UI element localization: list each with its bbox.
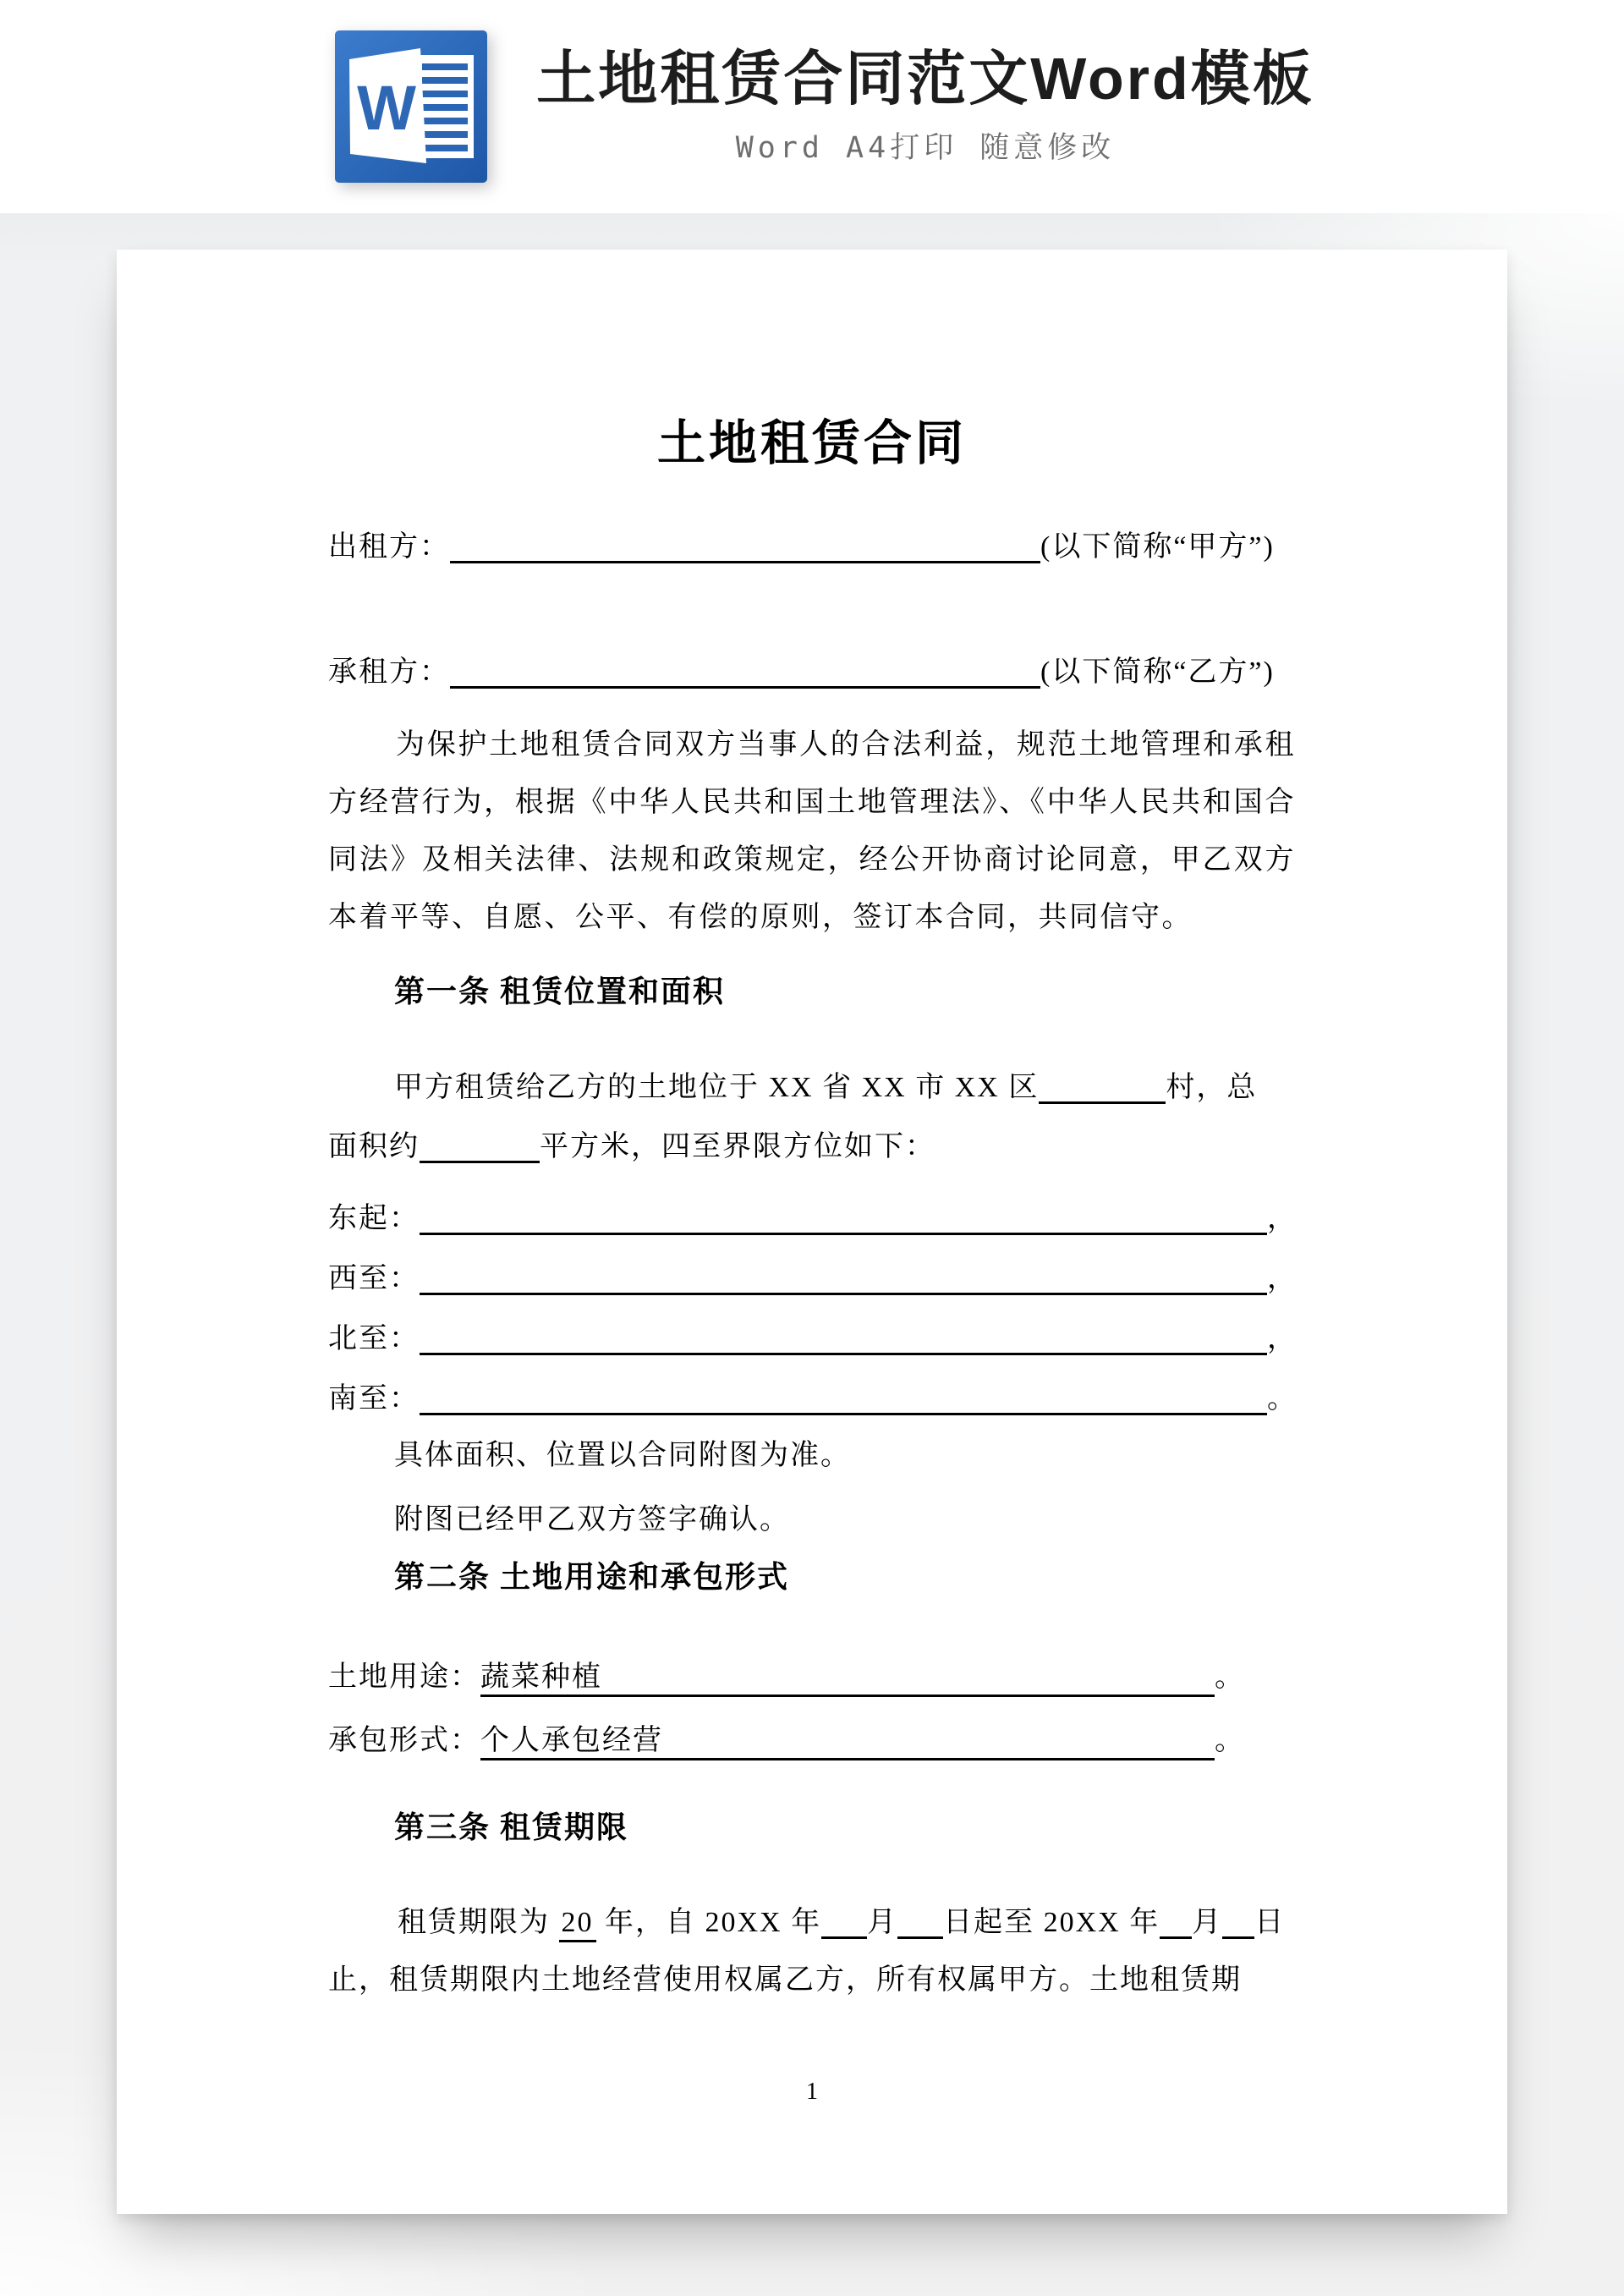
contract-form-label: 承包形式： xyxy=(328,1725,480,1756)
attachment-note-line: 附图已经甲乙双方签字确认。 xyxy=(394,1504,790,1535)
document-page xyxy=(117,250,1507,2214)
area-note-line: 具体面积、位置以合同附图为准。 xyxy=(394,1440,851,1471)
land-location-line xyxy=(328,1058,1296,1118)
lessor-line xyxy=(328,527,1296,568)
lessee-note: (以下简称“乙方”) xyxy=(1040,656,1275,688)
land-use-line xyxy=(328,1645,1296,1709)
contract-form-line xyxy=(328,1709,1296,1772)
boundary-north-tail: ， xyxy=(1267,1323,1298,1354)
boundary-west-blank-field xyxy=(420,1259,1267,1295)
boundary-south-tail: 。 xyxy=(1267,1383,1298,1414)
boundary-line-south xyxy=(328,1369,1296,1429)
boundary-north-label: 北至： xyxy=(328,1323,420,1354)
land-use-label: 土地用途： xyxy=(328,1662,480,1693)
lessee-blank-field xyxy=(450,652,1040,689)
lease-term-line2: 止，租赁期限内土地经营使用权属乙方，所有权属甲方。土地租赁期 xyxy=(328,1964,1242,1996)
lessee-label: 承租方： xyxy=(328,656,450,688)
land-use-value: 蔬菜种植 xyxy=(480,1662,602,1693)
boundary-south-blank-field xyxy=(420,1379,1267,1415)
start-month-blank-field xyxy=(821,1904,867,1939)
contract-form-period: 。 xyxy=(1215,1725,1245,1756)
boundary-east-blank-field xyxy=(420,1199,1267,1235)
lessee-line xyxy=(328,652,1296,693)
contract-form-value: 个人承包经营 xyxy=(480,1725,663,1756)
boundary-line-east xyxy=(328,1189,1296,1249)
term-seg4: 日起至 20XX 年 xyxy=(943,1907,1160,1938)
term-seg5: 月 xyxy=(1192,1907,1223,1938)
term-seg2: 年，自 20XX 年 xyxy=(595,1907,822,1938)
land-use-value-field xyxy=(480,1661,1215,1697)
area-blank-field xyxy=(420,1127,540,1163)
land-use-period: 。 xyxy=(1215,1662,1245,1693)
boundary-north-blank-field xyxy=(420,1319,1267,1355)
boundary-east-label: 东起： xyxy=(328,1203,420,1234)
word-icon xyxy=(335,30,487,183)
boundary-west-label: 西至： xyxy=(328,1263,420,1294)
header-title: 土地租赁合同范文Word模板 xyxy=(536,46,1314,112)
svg-text:W: W xyxy=(357,73,417,143)
start-day-blank-field xyxy=(897,1904,943,1939)
end-day-blank-field xyxy=(1222,1904,1254,1939)
page-number: 1 xyxy=(806,2079,818,2105)
site-header xyxy=(0,0,1624,213)
term-years-underlined: 20 xyxy=(559,1907,596,1942)
term-seg6: 日 xyxy=(1254,1907,1286,1938)
village-blank-field xyxy=(1039,1068,1166,1104)
term-seg3: 月 xyxy=(867,1907,898,1938)
header-subtitle: Word A4打印 随意修改 xyxy=(735,131,1116,165)
lessor-note: (以下简称“甲方”) xyxy=(1040,531,1275,563)
article1-heading: 第一条 租赁位置和面积 xyxy=(394,975,726,1008)
preview-area xyxy=(0,213,1624,2296)
boundary-south-label: 南至： xyxy=(328,1383,420,1414)
end-month-blank-field xyxy=(1160,1904,1192,1939)
header-text xyxy=(536,47,1314,167)
word-icon-graphic xyxy=(335,30,487,183)
boundary-line-west xyxy=(328,1249,1296,1309)
boundary-line-north xyxy=(328,1309,1296,1369)
land-area-text: 面积约 xyxy=(328,1131,420,1162)
term-seg1: 租赁期限为 xyxy=(398,1907,559,1938)
article3-heading: 第三条 租赁期限 xyxy=(394,1810,629,1844)
lessor-blank-field xyxy=(450,527,1040,563)
document-title: 土地租赁合同 xyxy=(657,417,967,470)
contract-form-value-field xyxy=(480,1724,1215,1760)
boundary-west-tail: ， xyxy=(1267,1263,1298,1294)
preamble-paragraph: 为保护土地租赁合同双方当事人的合法利益，规范土地管理和承租方经营行为，根据《中华人民共和国土地管理法》、《中华人民共和国合同法》及相关法律、法规和政策规定，经公开协商讨论同意，甲乙双方本着平等、自愿、公平、有偿的原则，签订本合同，共同信守。 xyxy=(328,729,1296,933)
land-location-text: 甲方租赁给乙方的土地位于 XX 省 XX 市 XX 区 xyxy=(394,1072,1040,1103)
header-inner xyxy=(310,30,1314,183)
lease-term-line1 xyxy=(328,1894,1296,1952)
land-location-tail: 村，总 xyxy=(1166,1072,1258,1103)
article2-heading: 第二条 土地用途和承包形式 xyxy=(394,1560,790,1594)
lessor-label: 出租方： xyxy=(328,531,450,563)
boundary-east-tail: ， xyxy=(1267,1203,1298,1234)
land-area-tail: 平方米，四至界限方位如下： xyxy=(540,1131,935,1162)
land-area-line xyxy=(328,1118,1296,1177)
